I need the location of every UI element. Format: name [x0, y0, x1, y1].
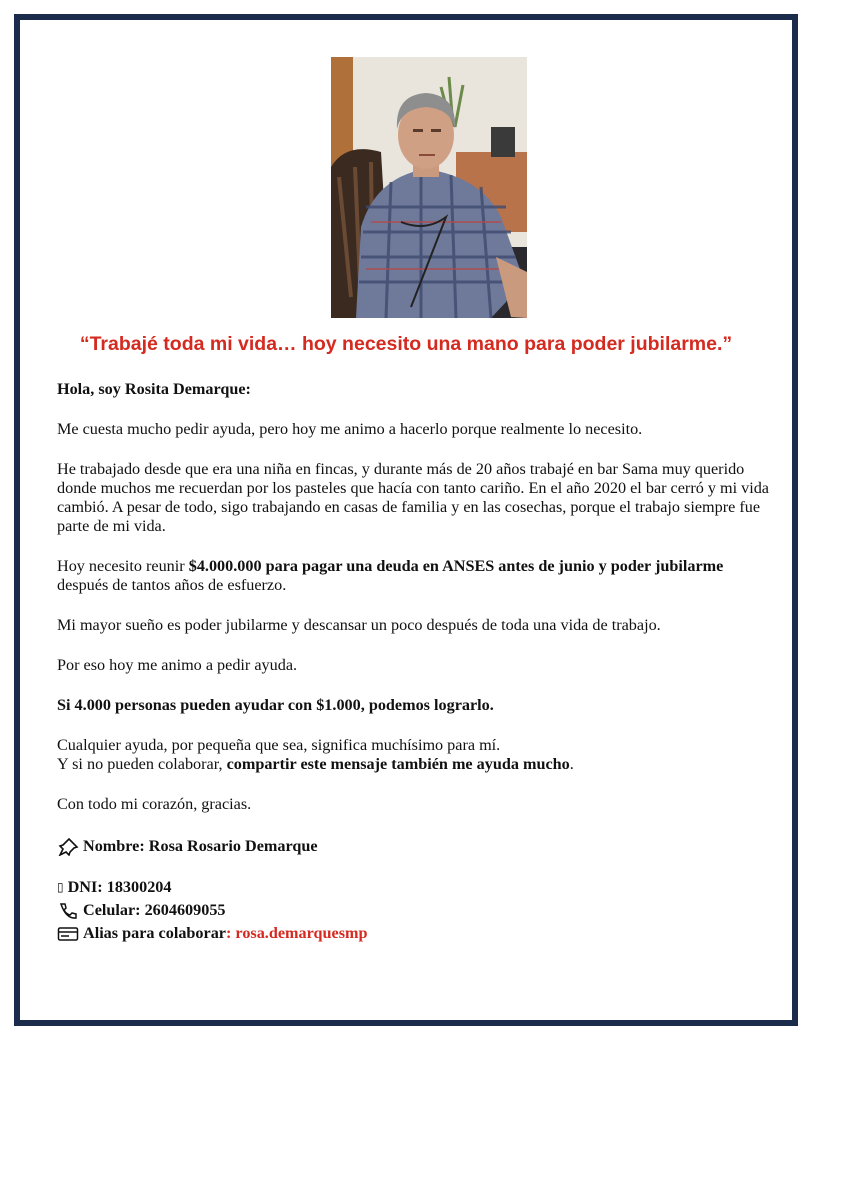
help-line-2-bold: compartir este mensaje también me ayuda mucho: [226, 755, 570, 773]
headline-quote: “Trabajé toda mi vida… hoy necesito una mano para poder jubilarme.”: [79, 333, 733, 355]
pushpin-icon: [57, 838, 79, 856]
help-line-2-pre: Y si no pueden colaborar,: [57, 755, 227, 773]
goal-text-pre: Hoy necesito reunir: [57, 557, 189, 575]
paragraph-dream: Mi mayor sueño es poder jubilarme y descansar un poco después de toda una vida de trabajo.: [57, 616, 661, 634]
paragraph-goal: [57, 557, 777, 595]
phone-line: [57, 899, 777, 922]
portrait-illustration: [331, 57, 527, 318]
paragraph-ask: Por eso hoy me animo a pedir ayuda.: [57, 656, 298, 674]
alias-colon: :: [225, 924, 236, 942]
help-line-2-post: .: [569, 755, 574, 773]
phone-icon: [57, 902, 79, 920]
goal-text-post: después de tantos años de esfuerzo.: [57, 576, 287, 594]
paragraph-help: [57, 736, 777, 774]
greeting: Hola, soy Rosita Demarque:: [57, 380, 251, 398]
dni-text: DNI: 18300204: [67, 878, 172, 896]
letter-body: [57, 380, 777, 945]
page-frame: [14, 14, 798, 1026]
paragraph-story: He trabajado desde que era una niña en fincas, y durante más de 20 años trabajé en bar Sama muy querido donde muchos me recuerdan por los pasteles que hacía con tanto cariño. En el año 2020 el bar cerró y mi vida cambió. A pesar de todo, sigo trabajando en casas de familia y en las cosechas, porque el trabajo siempre fue parte de mi vida.: [57, 460, 769, 535]
phone-text: Celular: 2604609055: [83, 901, 226, 919]
alias-value[interactable]: rosa.demarquesmp: [235, 924, 368, 942]
alias-label: Alias para colaborar: [83, 924, 226, 942]
goal-text-bold: $4.000.000 para pagar una deuda en ANSES antes de junio y poder jubilarme: [188, 557, 724, 575]
name-line: [57, 835, 777, 858]
help-line-1: Cualquier ayuda, por pequeña que sea, significa muchísimo para mí.: [57, 736, 501, 754]
missing-glyph-icon: ▯: [57, 880, 64, 894]
paragraph-intro: Me cuesta mucho pedir ayuda, pero hoy me animo a hacerlo porque realmente lo necesito.: [57, 420, 643, 438]
alias-line: [57, 922, 777, 945]
card-icon: [57, 925, 79, 943]
paragraph-math: Si 4.000 personas pueden ayudar con $1.000, podemos lograrlo.: [57, 696, 494, 714]
dni-line: [57, 876, 777, 899]
name-text: Nombre: Rosa Rosario Demarque: [83, 837, 318, 855]
portrait-photo: [331, 57, 527, 318]
paragraph-thanks: Con todo mi corazón, gracias.: [57, 795, 252, 813]
